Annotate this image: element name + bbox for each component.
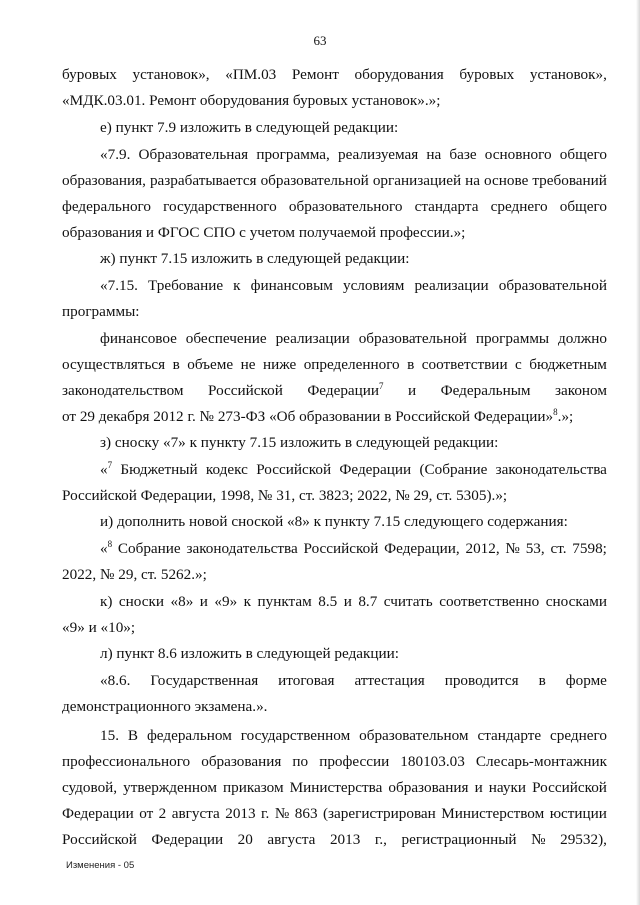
word: законодательства xyxy=(495,461,607,478)
text-line: Российской Федерации, 1998, № 31, ст. 3823; 2022, № 29, ст. 5305).»; xyxy=(62,487,508,504)
word: законодательством xyxy=(62,382,184,399)
word: 180103.03 xyxy=(400,753,465,770)
word: и xyxy=(343,593,352,610)
text-line xyxy=(62,779,607,797)
word: Федерации xyxy=(151,831,224,848)
word: Требование xyxy=(148,277,224,294)
text-line xyxy=(62,753,607,771)
word: основе xyxy=(484,172,529,189)
word: условиям xyxy=(342,277,405,294)
word: и xyxy=(408,382,417,399)
text-line: 2022, № 29, ст. 5262.»; xyxy=(62,566,207,583)
word: в xyxy=(407,356,415,373)
word: (Собрание xyxy=(419,461,488,478)
word: 8.7 xyxy=(358,593,378,610)
word: базе xyxy=(449,146,477,163)
word: стандарта xyxy=(414,198,479,215)
word: образования, xyxy=(62,172,146,189)
text-line xyxy=(100,672,607,690)
word: федеральном xyxy=(146,727,232,744)
word: реализации xyxy=(414,277,489,294)
text-line: демонстрационного экзамена.». xyxy=(62,698,268,715)
word: образовательной xyxy=(358,330,467,347)
word: определенного xyxy=(303,356,400,373)
text-line: л) пункт 8.6 изложить в следующей редакции: xyxy=(100,645,400,662)
word: стандарте xyxy=(477,727,542,744)
word: «9» xyxy=(214,593,238,610)
word: Российской xyxy=(208,382,283,399)
text-line xyxy=(100,330,607,348)
word: образования xyxy=(201,753,282,770)
text-line xyxy=(62,172,607,190)
word: № xyxy=(531,831,546,848)
word: реализуемая xyxy=(338,146,419,163)
word: сносками xyxy=(545,593,607,610)
word: объеме xyxy=(187,356,234,373)
word: науки xyxy=(488,779,526,796)
text-line xyxy=(100,540,607,558)
word: августа xyxy=(267,831,316,848)
word: не xyxy=(240,356,256,373)
word: Российской xyxy=(532,779,607,796)
word: в xyxy=(538,672,546,689)
word: программа, xyxy=(256,146,330,163)
word: основного xyxy=(484,146,552,163)
word: утвержденном xyxy=(123,779,217,796)
word: государственного xyxy=(163,198,277,215)
word: соответственно xyxy=(439,593,540,610)
word: Российской xyxy=(256,461,332,478)
word: итоговая xyxy=(278,672,335,689)
footnote-ref: 7 xyxy=(107,459,113,470)
word: форме xyxy=(565,672,607,689)
word: законом xyxy=(554,382,607,399)
word: Бюджетный xyxy=(120,461,198,478)
text-line: и) дополнить новой сноской «8» к пункту 7.15 следующего содержания: xyxy=(100,513,568,530)
text-line xyxy=(62,198,607,216)
text-line: е) пункт 7.9 изложить в следующей редакции: xyxy=(100,119,399,136)
word: 2013 xyxy=(329,831,361,848)
word: Слесарь-монтажник xyxy=(475,753,607,770)
word: г. xyxy=(261,805,270,822)
word: общего xyxy=(559,146,607,163)
word: 29532), xyxy=(560,831,607,848)
word: Федерации, xyxy=(384,540,460,557)
text-line xyxy=(100,461,607,479)
word: общего xyxy=(559,198,607,215)
word: обеспечение xyxy=(185,330,267,347)
word: аттестация xyxy=(354,672,425,689)
word: на xyxy=(426,146,442,163)
word: разрабатывается xyxy=(149,172,257,189)
word: финансовое xyxy=(100,330,177,347)
word: буровых xyxy=(62,66,117,83)
word: профессионального xyxy=(62,753,191,770)
word: 2012, xyxy=(465,540,500,557)
text-span xyxy=(307,382,383,400)
word: в xyxy=(172,356,180,373)
footnote-ref: 7 xyxy=(379,380,384,391)
word: юстиции xyxy=(549,805,607,822)
word: проводится xyxy=(444,672,519,689)
word: 53, xyxy=(525,540,545,557)
text-span xyxy=(100,461,112,479)
word: образовательном xyxy=(359,727,469,744)
word: 15. xyxy=(100,727,119,744)
word: Образовательная xyxy=(138,146,249,163)
word: буровых xyxy=(459,66,515,83)
word: считать xyxy=(383,593,433,610)
text-line xyxy=(62,805,607,823)
word: должно xyxy=(558,330,607,347)
word: Федеральным xyxy=(440,382,531,399)
page-footer: Изменения - 05 xyxy=(66,860,135,871)
word: образовательной xyxy=(498,277,607,294)
word: судовой, xyxy=(62,779,118,796)
text-line xyxy=(62,382,607,400)
word: «7.15. xyxy=(100,277,138,294)
word: с xyxy=(515,356,522,373)
word: кодекс xyxy=(205,461,248,478)
word: среднего xyxy=(490,198,548,215)
word: Федерации xyxy=(339,461,412,478)
word: Министерства xyxy=(289,779,383,796)
text-span: от 29 декабря 2012 г. № 273-ФЗ «Об образовании в Российской Федерации» xyxy=(62,408,554,425)
word: среднего xyxy=(550,727,607,744)
text-span xyxy=(100,540,112,558)
word: Ремонт xyxy=(291,66,339,83)
word: 8.5 xyxy=(318,593,338,610)
word: федерального xyxy=(62,198,151,215)
word: и xyxy=(474,779,483,796)
word: приказом xyxy=(223,779,284,796)
word: 2 xyxy=(158,805,167,822)
word: ниже xyxy=(262,356,297,373)
word: по xyxy=(292,753,309,770)
page-number: 63 xyxy=(313,33,327,48)
text-line xyxy=(62,831,607,849)
word: 20 xyxy=(237,831,253,848)
word: к xyxy=(233,277,241,294)
text-line xyxy=(62,356,607,374)
text-line xyxy=(100,593,607,611)
word: требований xyxy=(532,172,607,189)
word: финансовым xyxy=(250,277,333,294)
word: (зарегистрирован xyxy=(323,805,436,822)
word: 2013 xyxy=(225,805,256,822)
word: Собрание xyxy=(117,540,181,557)
word: бюджетным xyxy=(529,356,607,373)
word: установок», xyxy=(529,66,607,83)
text-span: .»; xyxy=(557,408,574,425)
word: августа xyxy=(171,805,220,822)
word: оборудования xyxy=(354,66,444,83)
text-line xyxy=(100,727,607,745)
text-span: Федерации xyxy=(307,382,380,399)
text-line xyxy=(62,408,607,426)
word: «7.9. xyxy=(100,146,131,163)
word: Государственная xyxy=(150,672,259,689)
word: к) xyxy=(100,593,113,610)
word: Министерством xyxy=(441,805,545,822)
word: на xyxy=(465,172,481,189)
text-line: «9» и «10»; xyxy=(62,619,136,636)
text-line: з) сноску «7» к пункту 7.15 изложить в следующей редакции: xyxy=(100,434,499,451)
word: от xyxy=(139,805,154,822)
word: 7598; xyxy=(572,540,607,557)
word: № xyxy=(505,540,520,557)
text-span: « xyxy=(100,540,108,557)
footnote-ref: 8 xyxy=(107,538,113,549)
word: «8.6. xyxy=(100,672,131,689)
text-line: образования и ФГОС СПО с учетом получаемой профессии.»; xyxy=(62,224,466,241)
word: «8» xyxy=(170,593,194,610)
footnote-ref: 8 xyxy=(553,406,558,417)
text-line xyxy=(100,146,607,164)
word: реализации xyxy=(275,330,350,347)
text-line: программы: xyxy=(62,303,140,320)
word: Российской xyxy=(62,831,137,848)
word: организацией xyxy=(372,172,462,189)
word: Федерации xyxy=(62,805,134,822)
word: сноски xyxy=(118,593,165,610)
word: программы xyxy=(475,330,550,347)
word: законодательства xyxy=(186,540,298,557)
word: образовательной xyxy=(260,172,369,189)
word: ст. xyxy=(550,540,567,557)
word: осуществляться xyxy=(62,356,166,373)
word: регистрационный xyxy=(401,831,517,848)
word: образовательного xyxy=(288,198,403,215)
word: «ПМ.03 xyxy=(225,66,277,83)
word: и xyxy=(199,593,208,610)
text-line: «МДК.03.01. Ремонт оборудования буровых установок».»; xyxy=(62,92,441,109)
text-line xyxy=(100,277,607,295)
word: к xyxy=(243,593,252,610)
word: профессии xyxy=(319,753,390,770)
word: установок», xyxy=(132,66,210,83)
word: Российской xyxy=(303,540,379,557)
word: пунктам xyxy=(257,593,312,610)
word: г., xyxy=(374,831,387,848)
text-line xyxy=(62,66,607,84)
scan-edge xyxy=(636,0,640,905)
word: государственном xyxy=(240,727,351,744)
word: 863 xyxy=(294,805,318,822)
word: В xyxy=(127,727,139,744)
text-line: ж) пункт 7.15 изложить в следующей редакции: xyxy=(100,250,410,267)
text-span: « xyxy=(100,461,108,478)
word: № xyxy=(274,805,290,822)
word: соответствии xyxy=(421,356,508,373)
word: образования xyxy=(388,779,469,796)
